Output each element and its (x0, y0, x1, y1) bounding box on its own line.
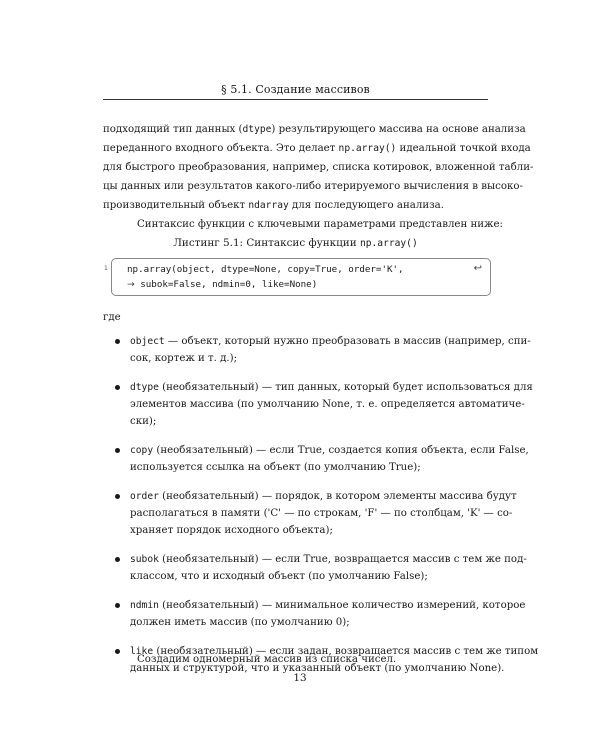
intro-line-4: цы данных или результатов какого-либо итерируемого вычисления в высоко- (103, 181, 523, 192)
param-text: (необязательный) — тип данных, который будет использоваться для (158, 382, 533, 393)
param-text: (необязательный) — если задан, возвращается массив с тем же типом (153, 646, 539, 657)
inline-code: ndarray (248, 200, 289, 211)
item-line (130, 597, 526, 614)
parameter-list (103, 333, 539, 689)
item-line: сок, кортеж и т. д.); (130, 353, 238, 364)
list-item (103, 597, 526, 631)
item-line: классом, что и исходный объект (по умолчанию False); (130, 571, 428, 582)
intro-line-2 (103, 139, 531, 158)
list-item (103, 333, 531, 367)
list-item (103, 551, 527, 585)
item-line: ски); (130, 416, 157, 427)
intro-paragraph (103, 120, 534, 234)
param-name: ndmin (130, 600, 159, 611)
line-number: 1 (104, 265, 108, 272)
running-head: § 5.1. Создание массивов (221, 83, 370, 96)
bullet-icon (115, 385, 120, 390)
param-name: subok (130, 554, 159, 565)
page-number: 13 (293, 672, 307, 684)
param-text: (необязательный) — минимальное количество измерений, которое (158, 600, 526, 611)
list-item (103, 442, 529, 476)
text-run: ) результирующего массива на основе анализа (271, 124, 526, 135)
bullet-icon (115, 448, 120, 453)
text-run: подходящий тип данных ( (103, 124, 243, 135)
param-name: dtype (130, 382, 159, 393)
param-text: (необязательный) — если True, создается копия объекта, если False, (153, 445, 529, 456)
bullet-icon (115, 339, 120, 344)
item-line: должен иметь массив (по умолчанию 0); (130, 617, 350, 628)
inline-code: dtype (242, 124, 272, 135)
intro-line-1 (103, 120, 526, 139)
bullet-icon (115, 494, 120, 499)
listing-caption (103, 237, 488, 249)
param-text: (необязательный) — порядок, в котором элементы массива будут (158, 491, 517, 502)
param-text: (необязательный) — если True, возвращается массив с тем же под- (158, 554, 527, 565)
param-name: copy (130, 445, 154, 456)
inline-code: np.array() (338, 143, 397, 154)
param-name: object (130, 336, 165, 347)
item-line (130, 379, 533, 396)
syntax-sentence: Синтаксис функции с ключевыми параметрами представлен ниже: (137, 219, 503, 230)
bullet-icon (115, 649, 120, 654)
bullet-icon (115, 557, 120, 562)
intro-line-3: для быстрого преобразования, например, списка котировок, вложенной табли- (103, 162, 534, 173)
caption-code: np.array() (359, 238, 418, 249)
intro-line-5 (103, 196, 488, 215)
param-name: order (130, 491, 159, 502)
item-line (130, 442, 529, 459)
text-run: переданного входного объекта. Это делает (103, 143, 339, 154)
list-item (103, 379, 533, 430)
code-listing (104, 258, 491, 296)
code-text: subok=False, ndmin=0, like=None) (134, 279, 318, 290)
text-run: производительный объект (103, 200, 249, 211)
code-line-2 (127, 279, 317, 290)
text-run: для последующего анализа. (288, 200, 444, 211)
list-item (103, 488, 517, 539)
closing-sentence: Создадим одномерный массив из списка чисел. (137, 654, 397, 665)
item-line (130, 488, 517, 505)
param-name: like (130, 646, 154, 657)
item-line (130, 551, 527, 568)
where-label: где (103, 312, 121, 323)
item-line (130, 333, 531, 350)
item-line: храняет порядок исходного объекта); (130, 525, 333, 536)
caption-text: Листинг 5.1: Синтаксис функции (173, 237, 360, 249)
param-text: — объект, который нужно преобразовать в массив (например, спи- (164, 336, 531, 347)
item-line: используется ссылка на объект (по умолчанию True); (130, 462, 421, 473)
text-run: идеальной точкой входа (396, 143, 531, 154)
continuation-arrow-icon: → (127, 279, 135, 290)
item-line: данных и структурой, что и указанный объект (по умолчанию None). (130, 663, 505, 674)
bullet-icon (115, 603, 120, 608)
header-rule (103, 99, 488, 100)
code-line-1: np.array(object, dtype=None, copy=True, order='K', (127, 264, 404, 275)
wrap-arrow-icon: ↩ (473, 263, 482, 274)
item-line: элементов массива (по умолчанию None, т. е. определяется автоматиче- (130, 399, 525, 410)
item-line: располагаться в памяти ('C' — по строкам, 'F' — по столбцам, 'K' — со- (130, 508, 513, 519)
